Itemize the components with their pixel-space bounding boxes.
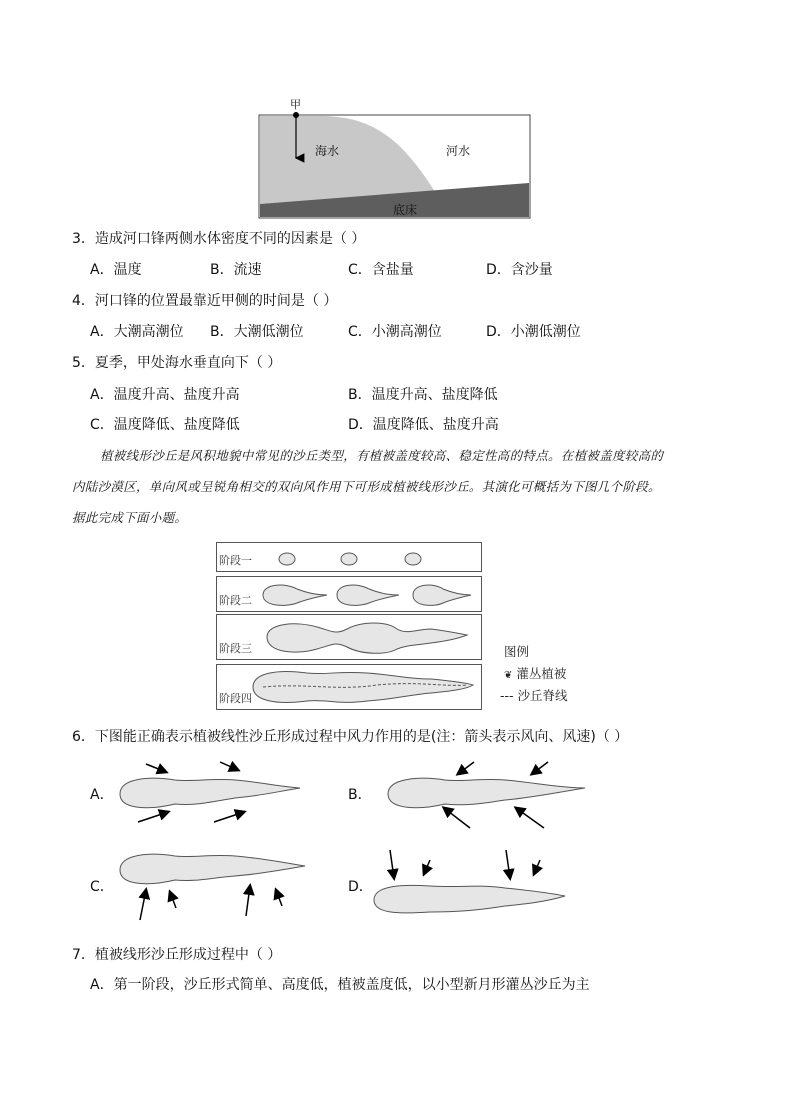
question-5-option-b[interactable]: B．温度升高、盐度降低 (348, 387, 498, 403)
passage-line: 植被线形沙丘是风积地貌中常见的沙丘类型，有植被盖度较高、稳定性高的特点。在植被盖度较高的 (100, 448, 664, 463)
passage (72, 440, 722, 533)
option-c-arrow (140, 890, 146, 920)
question-4-option-a[interactable]: A．大潮高潮位 (90, 324, 184, 340)
question-6-option-c[interactable]: C． (90, 879, 114, 895)
wind-options-figure (0, 750, 790, 930)
question-3-option-b[interactable]: B．流速 (210, 262, 262, 278)
stage-4-panel (216, 664, 482, 710)
stage-2-label: 阶段二 (219, 594, 252, 607)
option-b-arrow (532, 762, 548, 774)
legend-ridge (500, 686, 568, 704)
stage-4-label: 阶段四 (219, 692, 252, 705)
stage-3-panel (216, 614, 482, 660)
question-6-option-b[interactable]: B． (348, 787, 372, 803)
question-4-option-b[interactable]: B．大潮低潮位 (210, 324, 304, 340)
ridge-line-icon: --- (500, 688, 514, 703)
question-6-option-a[interactable]: A． (90, 787, 114, 803)
estuary-diagram (240, 96, 540, 222)
question-6-stem: 6．下图能正确表示植被线性沙丘形成过程中风力作用的是(注：箭头表示风向、风速)（ ） (72, 729, 629, 745)
legend-ridge-label: 沙丘脊线 (517, 688, 568, 703)
option-a-dune (120, 778, 300, 807)
legend-shrub-label: 灌丛植被 (516, 666, 567, 681)
sea-water-label: 海水 (315, 144, 340, 158)
option-b-dune (388, 778, 585, 807)
question-3-option-a[interactable]: A．温度 (90, 262, 142, 278)
river-bed-label: 底床 (393, 203, 418, 217)
question-6-option-d[interactable]: D． (348, 879, 373, 895)
option-d-arrow (534, 860, 540, 874)
option-c-arrow (170, 892, 176, 908)
question-5-stem: 5．夏季，甲处海水垂直向下（ ） (72, 355, 282, 371)
river-water-label: 河水 (446, 144, 471, 158)
option-a-arrow (138, 812, 168, 822)
passage-line: 据此完成下面小题。 (72, 510, 188, 525)
stage-2-panel (216, 576, 482, 612)
point-jia-marker (293, 112, 299, 118)
question-5-option-c[interactable]: C．温度降低、盐度降低 (90, 417, 240, 433)
option-d-arrow (424, 860, 430, 874)
stage-1-panel (216, 542, 482, 572)
question-3-option-c[interactable]: C．含盐量 (348, 262, 414, 278)
stage-3-label: 阶段三 (219, 642, 252, 655)
question-5-option-d[interactable]: D．温度降低、盐度升高 (348, 417, 499, 433)
passage-line: 内陆沙漠区，单向风或呈锐角相交的双向风作用下可形成植被线形沙丘。其演化可概括为下图几个阶段。 (72, 479, 661, 494)
question-4-option-d[interactable]: D．小潮低潮位 (486, 324, 581, 340)
option-a-arrow (214, 812, 244, 822)
question-4-option-c[interactable]: C．小潮高潮位 (348, 324, 442, 340)
question-3-option-d[interactable]: D．含沙量 (486, 262, 553, 278)
option-c-arrow (246, 886, 250, 916)
question-3-stem: 3．造成河口锋两侧水体密度不同的因素是（ ） (72, 231, 366, 247)
question-5-option-a[interactable]: A．温度升高、盐度升高 (90, 387, 240, 403)
option-c-arrow (276, 890, 282, 906)
question-4-stem: 4．河口锋的位置最靠近甲侧的时间是（ ） (72, 293, 338, 309)
stage-1-label: 阶段一 (219, 554, 252, 567)
legend-shrub (504, 664, 566, 682)
option-b-arrow (458, 762, 474, 774)
option-a-arrow (220, 762, 238, 770)
legend-title: 图例 (504, 644, 530, 659)
option-d-arrow (506, 850, 510, 878)
point-jia-label: 甲 (290, 98, 301, 111)
question-7-option-a[interactable]: A．第一阶段，沙丘形式简单、高度低，植被盖度低，以小型新月形灌丛沙丘为主 (90, 977, 590, 993)
estuary-figure (240, 96, 540, 222)
option-c-dune (120, 854, 305, 883)
option-d-dune (374, 885, 565, 913)
option-b-arrow (444, 808, 470, 828)
shrub-icon: ❦ (504, 670, 513, 681)
question-7-stem: 7．植被线形沙丘形成过程中（ ） (72, 947, 282, 963)
option-a-arrow (146, 764, 166, 772)
option-b-arrow (516, 808, 544, 828)
option-d-arrow (390, 850, 394, 878)
